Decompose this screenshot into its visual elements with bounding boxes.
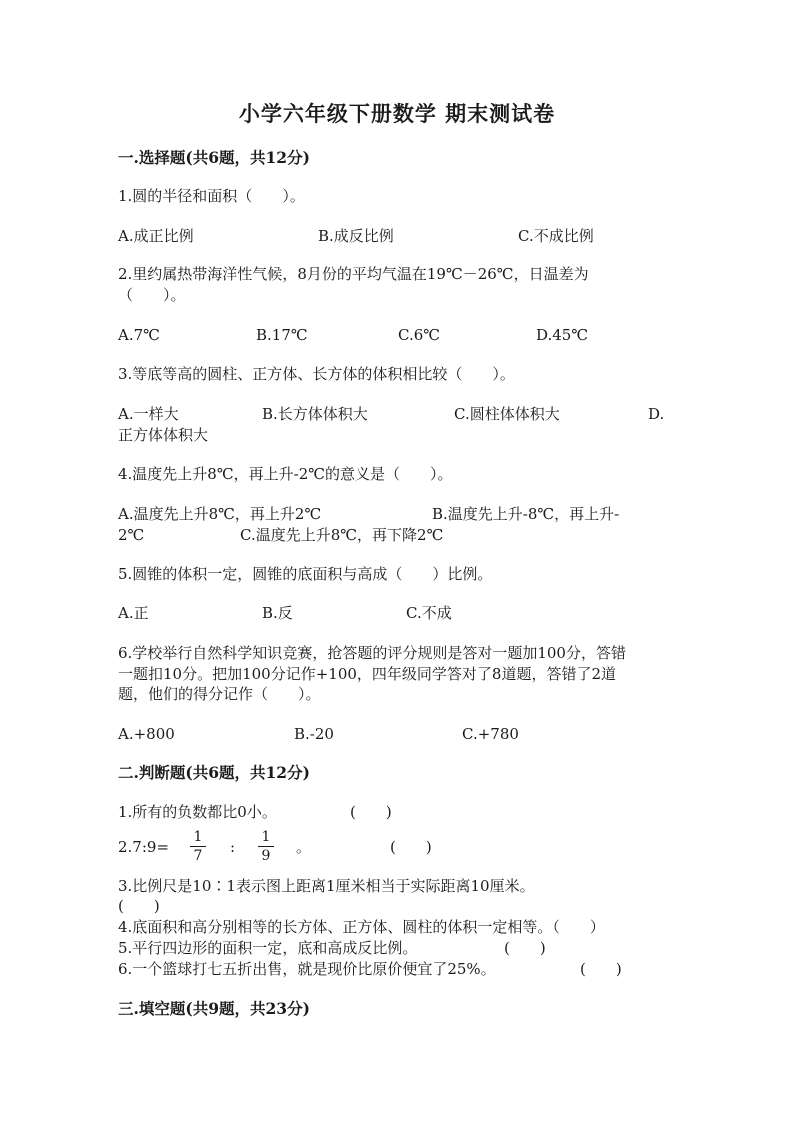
answer-paren: ( ) [504, 939, 546, 957]
option-d-cont: 正方体体积大 [118, 426, 209, 444]
fraction [188, 829, 208, 864]
option-b: B.长方体体积大 [262, 405, 368, 423]
judge-item: 6.一个篮球打七五折出售，就是现价比原价便宜了25%。 [118, 960, 496, 978]
judge-suffix: 。 [296, 838, 312, 856]
option-a: A.正 [118, 604, 149, 622]
option-c: C.+780 [462, 725, 519, 743]
option-a: A.+800 [118, 725, 175, 743]
fraction-numerator: 1 [193, 829, 203, 845]
option-c: C.温度先上升8℃，再下降2℃ [240, 526, 444, 544]
section-heading-choice: 一.选择题(共6题，共12分) [118, 148, 310, 167]
option-b: B.温度先上升-8℃，再上升- [432, 505, 620, 523]
option-b-cont: 2℃ [118, 526, 145, 544]
judge-item: 2.7:9= [118, 838, 170, 856]
answer-paren: ( ) [580, 960, 622, 978]
question-stem: 3.等底等高的圆柱、正方体、长方体的体积相比较（ ）。 [118, 365, 515, 383]
option-b: B.-20 [294, 725, 334, 743]
fraction-bar [190, 846, 206, 847]
fraction [256, 829, 276, 864]
fraction-denominator: 7 [193, 848, 203, 864]
option-a: A.温度先上升8℃，再上升2℃ [118, 505, 322, 523]
question-stem-cont: 题，他们的得分记作（ ）。 [118, 685, 321, 703]
section-heading-fill: 三.填空题(共9题，共23分) [118, 999, 310, 1018]
option-a: A.成正比例 [118, 227, 194, 245]
answer-paren: ( ) [118, 897, 160, 915]
question-stem-cont: 一题扣10分。把加100分记作+100，四年级同学答对了8道题，答错了2道 [118, 665, 617, 683]
option-b: B.17℃ [256, 326, 308, 344]
page-title: 小学六年级下册数学 期末测试卷 [238, 101, 556, 126]
option-c: C.6℃ [398, 326, 441, 344]
fraction-numerator: 1 [261, 829, 271, 845]
option-a: A.7℃ [118, 326, 160, 344]
judge-item: 3.比例尺是10∶1表示图上距离1厘米相当于实际距离10厘米。 [118, 877, 535, 895]
option-a: A.一样大 [118, 405, 179, 423]
option-b: B.反 [262, 604, 293, 622]
question-stem: 4.温度先上升8℃，再上升-2℃的意义是（ ）。 [118, 465, 453, 483]
question-stem-cont: （ ）。 [118, 286, 186, 304]
ratio-colon: : [230, 838, 236, 856]
judge-item: 4.底面积和高分别相等的长方体、正方体、圆柱的体积一定相等。（ ） [118, 918, 605, 936]
question-stem: 2.里约属热带海洋性气候，8月份的平均气温在19℃－26℃，日温差为 [118, 265, 589, 283]
option-c: C.不成比例 [518, 227, 594, 245]
option-c: C.不成 [406, 604, 452, 622]
fraction-denominator: 9 [261, 848, 271, 864]
judge-item: 5.平行四边形的面积一定，底和高成反比例。 [118, 939, 418, 957]
question-stem: 5.圆锥的体积一定，圆锥的底面积与高成（ ）比例。 [118, 565, 493, 583]
answer-paren: ( ) [350, 803, 392, 821]
section-heading-judge: 二.判断题(共6题，共12分) [118, 763, 310, 782]
answer-paren: ( ) [390, 838, 432, 856]
option-d: D. [648, 405, 665, 423]
fraction-bar [258, 846, 274, 847]
option-d: D.45℃ [536, 326, 589, 344]
option-c: C.圆柱体体积大 [454, 405, 560, 423]
judge-item: 1.所有的负数都比0小。 [118, 803, 277, 821]
question-stem: 6.学校举行自然科学知识竞赛，抢答题的评分规则是答对一题加100分，答错 [118, 644, 626, 662]
option-b: B.成反比例 [318, 227, 394, 245]
question-stem: 1.圆的半径和面积（ ）。 [118, 187, 305, 205]
